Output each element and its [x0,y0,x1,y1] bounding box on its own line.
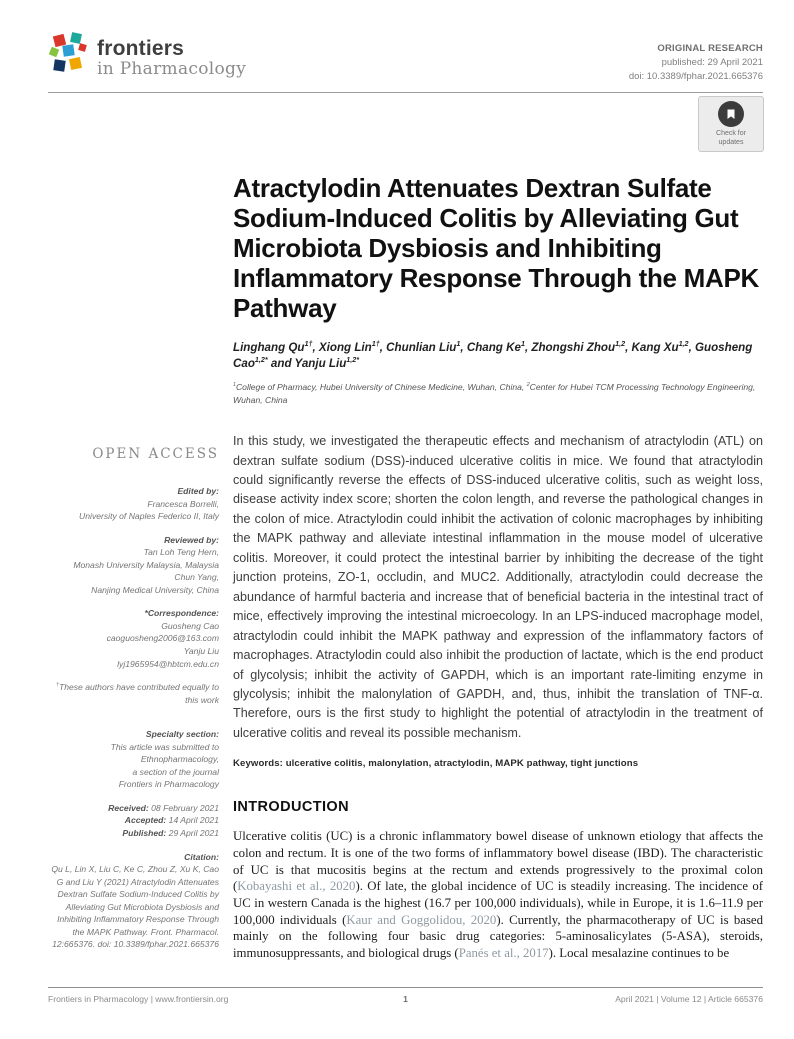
received-date [48,802,219,815]
abstract-text: In this study, we investigated the therapeutic effects and mechanism of atractylodin (ATL) on dextran sulfate sodium (DSS)-induced ulcerative colitis in mice. We found that atractylodin could significantly reverse the effects of DSS-induced ulcerative colitis, such as weight loss, disease activity index score; shorten the colon length, and reverse the pathological changes in the colon of mice. Atractylodin could inhibit the activation of colonic macrophages by inhibiting the MAPK pathway and alleviate intestinal inflammation in the mouse model of ulcerative colitis. Moreover, it could protect the intestinal barrier by inhibiting the decrease of the tight junction proteins, ZO-1, occludin, and MUC2. Additionally, atractylodin could decrease the abundance of harmful bacteria and increase that of beneficial bacteria in the intestinal tract of mice, effectively improving the intestinal microecology. In an LPS-induced macrophage model, atractylodin could inhibit the MAPK pathway and expression of the inflammatory factors of macrophages. Atractylodin could also inhibit the production of lactate, which is the end product of glycolysis; inhibit the activity of GAPDH, which is an important rate-limiting enzyme in glycolysis; inhibit the malonylation of GAPDH, and, thus, inhibit the translation of TNF-α. Therefore, ours is the first study to highlight the potential of atractylodin in the treatment of ulcerative colitis and reveal its possible mechanism. [233,434,763,740]
editor-affiliation: University of Naples Federico II, Italy [79,511,219,522]
crossmark-icon [718,101,744,127]
reviewed-by-block [48,534,219,597]
article-type-label: ORIGINAL RESEARCH [657,43,763,54]
journal-name-line2: in Pharmacology [97,59,247,79]
reviewed-by-label: Reviewed by: [164,534,219,545]
reviewer-affiliation: Monash University Malaysia, Malaysia [73,559,219,570]
frontiers-cubes-icon [48,32,90,80]
affiliations: $^1$College of Pharmacy, Hubei University of Chinese Medicine, Wuhan, China, $^2$Center for Hubei TCM Processing Technology Engineering, Wuhan, China [233,382,756,406]
article-info-sidebar [48,93,233,962]
citation-label: Citation: [184,851,219,862]
specialty-line: a section of the journal [132,766,219,777]
authors-line: Linghang $Qu^{1\dagger}$, Xiong Lin$^{1\dagger}$, Chunlian Liu$^1$, Chang Ke$^1$, Zhongshi Zhou$^{1,2}$, Kang Xu$^{1,2}$, Guosheng Cao$^{1,2*}$ and Yanju Liu$^{1,2*}$ [233,339,753,371]
equal-contribution-note: †These authors have contributed equally to this work [55,682,219,705]
introduction-paragraph: Ulcerative colitis (UC) is a chronic inflammatory bowel disease of unknown etiology that affects the colon and rectum. It is one of the two forms of inflammatory bowel disease (IBD). The characteristic of UC is that mucositis begins at the rectum and extends progressively to the proximal colon (Kobayashi et al., 2020). Of late, the global incidence of UC is steadily increasing. The incidence of UC in western Canada is the highest (16.7 per 100,000 individuals), while in Europe, it is 1.6–11.9 per 100,000 individuals (Kaur and Goggolidou, 2020). Currently, the pharmacotherapy of UC is based mainly on the following four basic drug categories: 5-aminosalicylates (5-ASA), steroids, immunosuppressants, and biological drugs (Panés et al., 2017). Local mesalazine continues to be [233,829,764,960]
received-label: Received: [108,802,149,813]
reviewer-affiliation: Nanjing Medical University, China [91,584,219,595]
accepted-value: 14 April 2021 [166,815,219,826]
edited-by-label: Edited by: [177,486,219,496]
open-access-label: OPEN ACCESS [92,446,219,463]
frontiers-logo [48,32,246,80]
specialty-line: Frontiers in Pharmacology [118,779,219,790]
reviewer-name: Tan Loh Teng Hern, [143,547,219,558]
edited-by-block [48,485,219,523]
dates-block [48,802,219,840]
check-for-updates-badge[interactable] [698,96,764,152]
received-value: 08 February 2021 [148,802,219,813]
section-heading-introduction: INTRODUCTION [233,799,349,816]
page-footer [48,987,763,1004]
reviewer-name: Chun Yang, [174,572,219,583]
content-area [48,93,763,962]
accepted-date [48,814,219,827]
specialty-line: This article was submitted to [110,741,219,752]
footer-issue-info: April 2021 | Volume 12 | Article 665376 [615,994,763,1004]
correspondent-name: Yanju Liu [183,646,219,657]
published-date-side [48,827,219,840]
published-value: 29 April 2021 [166,828,219,839]
doi-link[interactable]: doi: 10.3389/fphar.2021.665376 [628,70,763,82]
correspondent-email[interactable]: lyj1965954@hbtcm.edu.cn [117,658,219,669]
journal-name [97,32,246,79]
keywords-line: Keywords: ulcerative colitis, malonylation, atractylodin, MAPK pathway, tight junctions [233,758,639,770]
accepted-label: Accepted: [124,815,167,826]
check-for-updates-label: Check for updates [716,129,746,146]
specialty-section-block [48,728,219,791]
article-main-column [233,93,763,962]
correspondent-name: Guosheng Cao [161,620,219,631]
correspondent-email[interactable]: caoguosheng2006@163.com [106,633,219,644]
footer-journal-url[interactable]: Frontiers in Pharmacology | www.frontiersin.org [48,994,229,1004]
published-label: Published: [122,828,167,839]
article-title: Atractylodin Attenuates Dextran Sulfate Sodium-Induced Colitis by Alleviating Gut Microbiota Dysbiosis and Inhibiting Inflammatory Response Through the MAPK Pathway [233,173,759,324]
editor-name: Francesca Borrelli, [147,498,219,509]
specialty-line: Ethnopharmacology, [140,754,219,765]
specialty-section-label: Specialty section: [145,729,219,740]
footer-page-number: 1 [403,994,408,1004]
correspondence-label: *Correspondence: [144,608,219,619]
published-date: published: 29 April 2021 [661,56,763,68]
header-meta [629,32,763,83]
page-header [48,0,763,83]
correspondence-block [48,607,219,670]
citation-block [48,851,219,951]
citation-text: Qu L, Lin X, Liu C, Ke C, Zhou Z, Xu K, Cao G and Liu Y (2021) Atractylodin Attenuates Dextran Sulfate Sodium-Induced Colitis by Alleviating Gut Microbiota Dysbiosis and Inhibiting Inflammatory Response Through the MAPK Pathway. Front. Pharmacol. 12:665376. doi: 10.3389/fphar.2021.665376 [51,864,219,950]
journal-name-line1: frontiers [97,37,184,60]
